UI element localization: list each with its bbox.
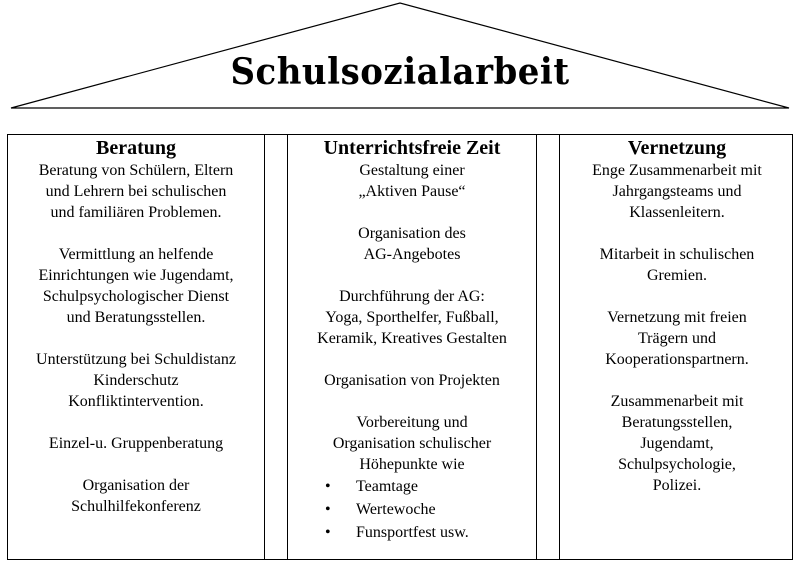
text-line: Vernetzung mit freien bbox=[607, 309, 747, 326]
text-block bbox=[288, 223, 536, 265]
text-line: Einrichtungen wie Jugendamt, bbox=[38, 267, 234, 284]
highlight-list bbox=[288, 475, 536, 544]
text-block bbox=[8, 475, 264, 517]
text-line: Yoga, Sporthelfer, Fußball, bbox=[325, 309, 499, 326]
text-line: und familiären Problemen. bbox=[50, 204, 222, 221]
bullet-icon: • bbox=[325, 478, 331, 495]
bullet-item bbox=[288, 521, 536, 544]
text-block bbox=[8, 349, 264, 412]
text-line: Vermittlung an helfende bbox=[58, 246, 214, 263]
house-body bbox=[7, 134, 793, 560]
text-line: Schulhilfekonferenz bbox=[71, 498, 201, 515]
text-line: Jugendamt, bbox=[640, 435, 714, 452]
text-block bbox=[8, 160, 264, 223]
bullet-label: Teamtage bbox=[356, 478, 418, 495]
text-line: Unterstützung bei Schuldistanz bbox=[36, 351, 236, 368]
text-line: Kinderschutz bbox=[93, 372, 179, 389]
column-blocks bbox=[288, 160, 536, 475]
text-line: Trägern und bbox=[637, 330, 717, 347]
text-line: Vorbereitung und bbox=[356, 414, 468, 431]
column-beratung bbox=[8, 135, 264, 559]
text-line: „Aktiven Pause“ bbox=[358, 183, 466, 200]
text-block bbox=[288, 160, 536, 202]
pillar-gap bbox=[536, 135, 560, 559]
text-block bbox=[560, 307, 794, 370]
text-line: Schulpsychologie, bbox=[618, 456, 736, 473]
bullet-icon: • bbox=[325, 524, 331, 541]
text-block bbox=[288, 286, 536, 349]
text-line: Kooperationspartnern. bbox=[605, 351, 749, 368]
text-line: Organisation von Projekten bbox=[324, 372, 500, 389]
text-line: Polizei. bbox=[652, 477, 702, 494]
text-block bbox=[560, 244, 794, 286]
text-block bbox=[288, 412, 536, 475]
text-line: Organisation der bbox=[82, 477, 190, 494]
bullet-label: Wertewoche bbox=[356, 501, 436, 518]
column-heading: Beratung bbox=[96, 137, 176, 159]
text-line: Zusammenarbeit mit bbox=[610, 393, 744, 410]
text-line: Höhepunkte wie bbox=[359, 456, 465, 473]
text-line: Mitarbeit in schulischen bbox=[599, 246, 755, 263]
column-heading: Vernetzung bbox=[627, 137, 727, 159]
text-block bbox=[560, 391, 794, 496]
text-block bbox=[8, 244, 264, 328]
text-line: und Beratungsstellen. bbox=[66, 309, 206, 326]
column-vernetzung bbox=[560, 135, 794, 559]
text-line: Einzel-u. Gruppenberatung bbox=[48, 435, 224, 452]
text-line: Konfliktintervention. bbox=[68, 393, 204, 410]
column-blocks bbox=[8, 160, 264, 517]
pillar-gap bbox=[264, 135, 288, 559]
text-block bbox=[8, 433, 264, 454]
text-line: Gremien. bbox=[647, 267, 707, 284]
text-block bbox=[288, 370, 536, 391]
text-line: Keramik, Kreatives Gestalten bbox=[317, 330, 507, 347]
column-blocks bbox=[560, 160, 794, 496]
text-line: AG-Angebotes bbox=[363, 246, 461, 263]
bullet-label: Funsportfest usw. bbox=[356, 524, 469, 541]
text-line: Durchführung der AG: bbox=[339, 288, 485, 305]
text-line: Jahrgangsteams und bbox=[612, 183, 742, 200]
text-line: Klassenleitern. bbox=[629, 204, 725, 221]
text-line: Organisation schulischer bbox=[332, 435, 492, 452]
bullet-item bbox=[288, 498, 536, 521]
text-line: Enge Zusammenarbeit mit bbox=[592, 162, 762, 179]
house-title: Schulsozialarbeit bbox=[230, 50, 570, 94]
text-line: Beratungsstellen, bbox=[621, 414, 733, 431]
text-line: Organisation des bbox=[358, 225, 466, 242]
text-line: Gestaltung einer bbox=[359, 162, 465, 179]
text-line: und Lehrern bei schulischen bbox=[45, 183, 227, 200]
text-block bbox=[560, 160, 794, 223]
text-line: Beratung von Schülern, Eltern bbox=[38, 162, 234, 179]
column-unterrichtsfreie-zeit bbox=[288, 135, 536, 559]
text-line: Schulpsychologischer Dienst bbox=[42, 288, 230, 305]
bullet-icon: • bbox=[325, 501, 331, 518]
column-heading: Unterrichtsfreie Zeit bbox=[323, 137, 501, 159]
bullet-item bbox=[288, 475, 536, 498]
